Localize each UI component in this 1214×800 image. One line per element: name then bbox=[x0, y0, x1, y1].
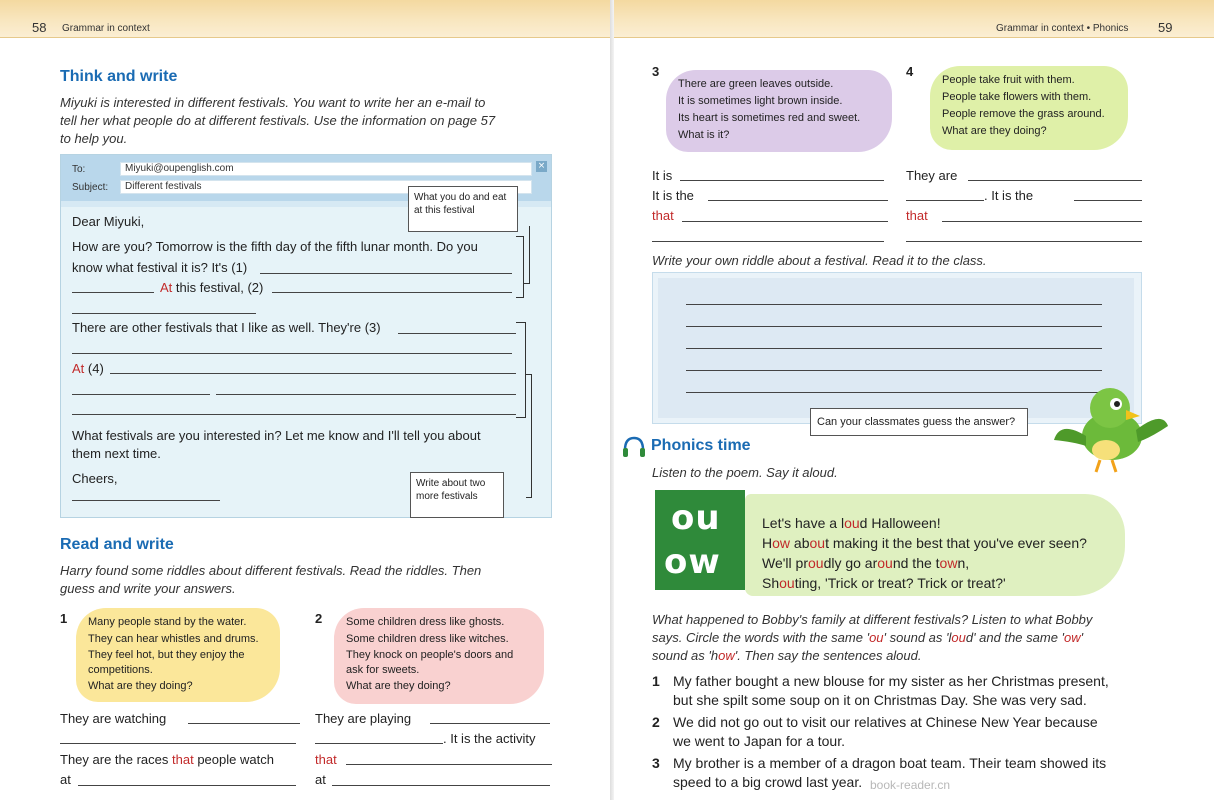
blank-1-cont[interactable] bbox=[72, 292, 154, 293]
poem-sound: ou bbox=[809, 535, 826, 551]
parrot-illustration bbox=[1050, 380, 1170, 476]
riddle-3-blank-a[interactable] bbox=[680, 180, 884, 181]
riddle-1-line: competitions. bbox=[88, 664, 153, 676]
riddle-3-answer-a: It is bbox=[652, 168, 673, 183]
sentence-2-line-1[interactable]: We did not go out to visit our relatives at Chinese New Year because bbox=[673, 714, 1098, 730]
own-riddle-instruction: Write your own riddle about a festival. Read it to the class. bbox=[652, 253, 987, 268]
blank-4-cont-c[interactable] bbox=[72, 414, 516, 415]
riddle-3-that: that bbox=[652, 208, 674, 223]
email-para3-line1: What festivals are you interested in? Let me know and I'll tell you about bbox=[72, 428, 481, 443]
read-write-instruction-1: Harry found some riddles about different festivals. Read the riddles. Then bbox=[60, 563, 482, 578]
poem-line-4 bbox=[762, 573, 1006, 593]
watermark: book-reader.cn bbox=[870, 778, 951, 792]
riddle-1-line: Many people stand by the water. bbox=[88, 616, 247, 628]
riddle-2-blank-c[interactable] bbox=[346, 764, 552, 765]
poem-text: ab bbox=[790, 535, 810, 551]
email-para1-line3 bbox=[160, 278, 263, 298]
sentence-3-number: 3 bbox=[652, 755, 660, 771]
riddle-2-blank-b[interactable] bbox=[315, 743, 443, 744]
riddle-3-line: It is sometimes light brown inside. bbox=[678, 95, 843, 107]
callout-two-more-festivals: Write about two more festivals bbox=[410, 472, 504, 518]
email-para1-line1: How are you? Tomorrow is the fifth day of the fifth lunar month. Do you bbox=[72, 239, 478, 254]
email-para2-line1: There are other festivals that I like as well. They're (3) bbox=[72, 320, 381, 335]
poem-text: nd the t bbox=[892, 555, 940, 571]
poem-text: dly go ar bbox=[823, 555, 878, 571]
at-word: At bbox=[160, 280, 173, 295]
riddle-3-number: 3 bbox=[652, 64, 660, 79]
page-spine bbox=[610, 0, 614, 800]
riddle-1-bubble bbox=[76, 608, 280, 702]
blank-4-cont-a[interactable] bbox=[72, 394, 210, 395]
riddle-2-answer-d: at bbox=[315, 772, 326, 787]
riddle-3-line: There are green leaves outside. bbox=[678, 78, 834, 90]
riddle-2-blank-a[interactable] bbox=[430, 723, 550, 724]
poem-text: Sh bbox=[762, 575, 780, 591]
poem-line-1 bbox=[762, 513, 941, 533]
email-para1-line2: know what festival it is? It's (1) bbox=[72, 260, 248, 275]
riddle-4-blank-a[interactable] bbox=[968, 180, 1142, 181]
riddle-1-blank-a[interactable] bbox=[188, 723, 300, 724]
bracket-1 bbox=[516, 236, 524, 298]
instr-sound: ow bbox=[1064, 630, 1081, 645]
bracket-2 bbox=[516, 322, 526, 418]
page-number-right: 59 bbox=[1158, 20, 1173, 35]
riddle-4-line: What are they doing? bbox=[942, 125, 1047, 137]
header-title-right: Grammar in context • Phonics bbox=[996, 23, 1129, 34]
instr-sound: ou bbox=[951, 630, 966, 645]
riddle-3-answer-b: It is the bbox=[652, 188, 694, 203]
blank-1[interactable] bbox=[260, 273, 512, 274]
email-para2-line3 bbox=[72, 359, 104, 379]
poem-sound: ow bbox=[939, 555, 958, 571]
blank-4[interactable] bbox=[110, 373, 516, 374]
poem-text: t making it the best that you've ever seen? bbox=[825, 535, 1087, 551]
riddle-1-races-text: They are the races bbox=[60, 752, 169, 767]
at-festival-text: this festival, (2) bbox=[175, 280, 264, 295]
blank-2[interactable] bbox=[272, 292, 512, 293]
at-word-2: At bbox=[72, 361, 85, 376]
that-word: that bbox=[172, 752, 194, 767]
instr-text: ' sound as 'l bbox=[883, 630, 952, 645]
signature-line[interactable] bbox=[72, 500, 220, 501]
riddle-4-blank-b[interactable] bbox=[906, 200, 984, 201]
riddle-4-blank-c[interactable] bbox=[942, 221, 1142, 222]
sentence-2-number: 2 bbox=[652, 714, 660, 730]
riddle-4-answer-b: . It is the bbox=[984, 188, 1034, 203]
riddle-2-line: What are they doing? bbox=[346, 680, 451, 692]
blank-3[interactable] bbox=[398, 333, 516, 334]
header-title-left: Grammar in context bbox=[62, 23, 150, 34]
bobby-instruction-3 bbox=[652, 647, 922, 665]
blank-3-cont[interactable] bbox=[72, 353, 512, 354]
callout-guess-answer: Can your classmates guess the answer? bbox=[810, 408, 1028, 436]
riddle-4-number: 4 bbox=[906, 64, 914, 79]
instr-text: ' bbox=[1080, 630, 1084, 645]
riddle-write-line[interactable] bbox=[686, 326, 1102, 327]
phonics-heading: Phonics time bbox=[651, 437, 751, 454]
blank-4-number: (4) bbox=[87, 361, 104, 376]
riddle-3-line: Its heart is sometimes red and sweet. bbox=[678, 112, 861, 124]
phonics-instruction: Listen to the poem. Say it aloud. bbox=[652, 465, 838, 480]
email-para3-line2: them next time. bbox=[72, 446, 161, 461]
sentence-1-line-1[interactable]: My father bought a new blouse for my sister as her Christmas present, bbox=[673, 673, 1109, 689]
riddle-4-answer-a: They are bbox=[906, 168, 958, 183]
poem-sound: ou bbox=[844, 515, 860, 531]
callout-what-you-do: What you do and eat at this festival bbox=[408, 186, 518, 232]
email-subject-field[interactable]: Different festivals bbox=[120, 180, 532, 194]
poem-text: H bbox=[762, 535, 773, 551]
riddle-2-line: Some children dress like witches. bbox=[346, 633, 509, 645]
email-signoff: Cheers, bbox=[72, 471, 118, 486]
email-greeting: Dear Miyuki, bbox=[72, 214, 145, 229]
sentence-1-number: 1 bbox=[652, 673, 660, 689]
riddle-write-line[interactable] bbox=[686, 348, 1102, 349]
close-icon[interactable]: × bbox=[537, 161, 546, 171]
sentence-1-line-2[interactable]: but she spilt some soup on it on Christmas Day. She was very sad. bbox=[673, 692, 1087, 708]
read-write-heading: Read and write bbox=[60, 536, 174, 553]
riddle-1-people-watch: people watch bbox=[197, 752, 274, 767]
sentence-2-line-2[interactable]: we went to Japan for a tour. bbox=[673, 733, 845, 749]
poem-line-2 bbox=[762, 533, 1087, 553]
instr-sound: ow bbox=[718, 648, 735, 663]
riddle-2-line: Some children dress like ghosts. bbox=[346, 616, 505, 628]
riddle-2-that: that bbox=[315, 752, 337, 767]
riddle-2-answer-a: They are playing bbox=[315, 711, 412, 726]
riddle-1-answer-a: They are watching bbox=[60, 711, 167, 726]
riddle-1-blank-d[interactable] bbox=[78, 785, 296, 786]
bracket-2-stem bbox=[526, 374, 532, 498]
riddle-2-line: ask for sweets. bbox=[346, 664, 420, 676]
riddle-1-answer-d: at bbox=[60, 772, 71, 787]
poem-text: d Halloween! bbox=[859, 515, 941, 531]
riddle-4-line: People take fruit with them. bbox=[942, 74, 1075, 86]
think-write-instruction-1: Miyuki is interested in different festivals. You want to write her an e-mail to bbox=[60, 95, 486, 110]
poem-text: We'll pr bbox=[762, 555, 808, 571]
instr-text: '. Then say the sentences aloud. bbox=[734, 648, 922, 663]
think-write-instruction-2: tell her what people do at different festivals. Use the information on page 57 bbox=[60, 113, 496, 128]
riddle-write-line[interactable] bbox=[686, 392, 1102, 393]
riddle-4-blank-b2[interactable] bbox=[1074, 200, 1142, 201]
riddle-1-answer-c bbox=[60, 750, 274, 770]
sentence-3-line-1[interactable]: My brother is a member of a dragon boat team. Their team showed its bbox=[673, 755, 1107, 771]
blank-2-cont[interactable] bbox=[72, 313, 256, 314]
think-write-heading: Think and write bbox=[60, 68, 178, 85]
page-number-left: 58 bbox=[32, 20, 47, 35]
instr-text: says. Circle the words with the same ' bbox=[652, 630, 870, 645]
riddle-1-line: They can hear whistles and drums. bbox=[88, 633, 259, 645]
email-to-field[interactable]: Miyuki@oupenglish.com bbox=[120, 162, 532, 176]
riddle-2-blank-d[interactable] bbox=[332, 785, 550, 786]
bracket-1-stem bbox=[524, 226, 530, 284]
riddle-write-line[interactable] bbox=[686, 304, 1102, 305]
poem-text: Let's have a l bbox=[762, 515, 845, 531]
riddle-1-blank-b[interactable] bbox=[60, 743, 296, 744]
riddle-2-line: They knock on people's doors and bbox=[346, 649, 514, 661]
riddle-3-blank-b[interactable] bbox=[708, 200, 888, 201]
riddle-1-line: What are they doing? bbox=[88, 680, 193, 692]
instr-text: sound as 'h bbox=[652, 648, 719, 663]
instr-sound: ou bbox=[869, 630, 884, 645]
riddle-2-number: 2 bbox=[315, 611, 323, 626]
riddle-3-bubble bbox=[666, 70, 892, 152]
riddle-1-number: 1 bbox=[60, 611, 68, 626]
blank-4-cont-b[interactable] bbox=[216, 394, 516, 395]
poem-text: ting, 'Trick or treat? Trick or treat?' bbox=[794, 575, 1006, 591]
instr-text: d' and the same ' bbox=[965, 630, 1065, 645]
bobby-instruction-2 bbox=[652, 629, 1083, 647]
email-to-label: To: bbox=[72, 164, 86, 175]
riddle-4-that: that bbox=[906, 208, 928, 223]
email-subject-label: Subject: bbox=[72, 182, 109, 193]
riddle-4-bubble bbox=[930, 66, 1128, 150]
riddle-3-blank-c[interactable] bbox=[682, 221, 888, 222]
poem-sound: ow bbox=[772, 535, 791, 551]
riddle-2-bubble bbox=[334, 608, 544, 704]
riddle-write-line[interactable] bbox=[686, 370, 1102, 371]
riddle-3-blank-d[interactable] bbox=[652, 241, 884, 242]
headphones-icon bbox=[622, 436, 646, 458]
poem-sound: ou bbox=[807, 555, 824, 571]
think-write-instruction-3: to help you. bbox=[60, 131, 128, 146]
bobby-instruction-1: What happened to Bobby's family at different festivals? Listen to what Bobby bbox=[652, 612, 1093, 627]
riddle-4-blank-d[interactable] bbox=[906, 241, 1142, 242]
riddle-4-line: People take flowers with them. bbox=[942, 91, 1092, 103]
sentence-3-line-2[interactable]: speed to a big crowd last year. bbox=[673, 774, 863, 790]
riddle-2-answer-b: . It is the activity bbox=[443, 731, 536, 746]
ow-sound-label: ow bbox=[664, 542, 721, 582]
poem-text: n, bbox=[957, 555, 970, 571]
read-write-instruction-2: guess and write your answers. bbox=[60, 581, 236, 596]
ou-sound-label: ou bbox=[671, 498, 721, 538]
riddle-4-line: People remove the grass around. bbox=[942, 108, 1105, 120]
riddle-3-line: What is it? bbox=[678, 129, 730, 141]
riddle-1-line: They feel hot, but they enjoy the bbox=[88, 649, 245, 661]
poem-sound: ou bbox=[779, 575, 795, 591]
poem-line-3 bbox=[762, 553, 969, 573]
poem-sound: ou bbox=[877, 555, 893, 571]
